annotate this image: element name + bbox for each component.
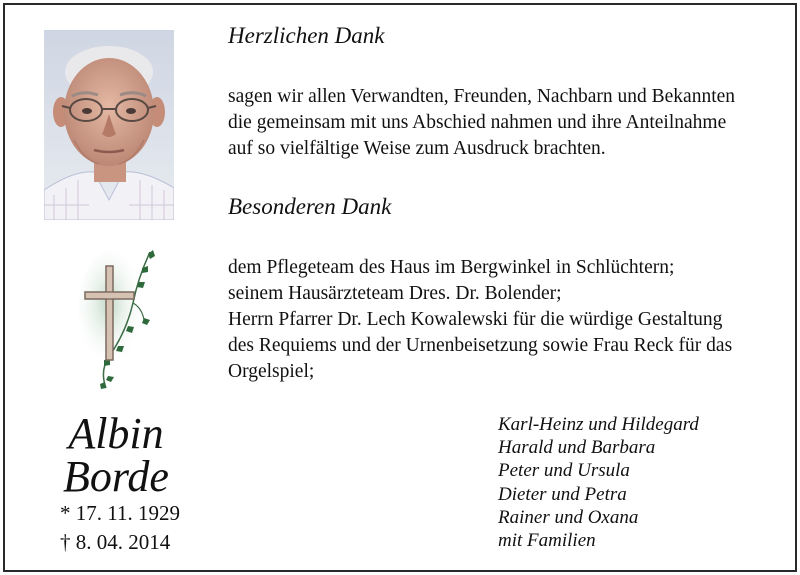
signer: mit Familien xyxy=(498,530,596,552)
text-line: Herrn Pfarrer Dr. Lech Kowalewski für die würdige Gestaltung xyxy=(228,309,723,330)
thanks-heading: Herzlichen Dank xyxy=(228,23,385,48)
deceased-first-name: Albin xyxy=(68,409,164,458)
text-line: dem Pflegeteam des Haus im Bergwinkel in Schlüchtern; xyxy=(228,257,675,278)
text-line: auf so vielfältige Weise zum Ausdruck brachten. xyxy=(228,138,606,159)
text-line: des Requiems und der Urnenbeisetzung sowie Frau Reck für das xyxy=(228,335,733,356)
signer: Karl-Heinz und Hildegard xyxy=(498,414,699,435)
signer: Rainer und Oxana xyxy=(498,506,639,528)
thanks-text xyxy=(228,84,788,162)
special-thanks-heading: Besonderen Dank xyxy=(228,194,392,219)
portrait-photo-icon xyxy=(44,30,174,220)
signers-list xyxy=(498,413,699,552)
signer: Dieter und Petra xyxy=(498,483,627,505)
birth-date: * 17. 11. 1929 xyxy=(60,501,180,525)
text-line: Orgelspiel; xyxy=(228,361,315,382)
cross-with-ivy-icon xyxy=(78,248,158,390)
death-date: † 8. 04. 2014 xyxy=(60,530,171,554)
text-line: die gemeinsam mit uns Abschied nahmen und ihre Anteilnahme xyxy=(228,112,727,133)
signer: Harald und Barbara xyxy=(498,437,656,459)
signer: Peter und Ursula xyxy=(498,460,630,482)
text-line: sagen wir allen Verwandten, Freunden, Nachbarn und Bekannten xyxy=(228,86,736,107)
text-line: seinem Hausärzteteam Dres. Dr. Bolender; xyxy=(228,283,562,304)
special-thanks-text xyxy=(228,255,788,385)
deceased-last-name: Borde xyxy=(63,452,169,501)
